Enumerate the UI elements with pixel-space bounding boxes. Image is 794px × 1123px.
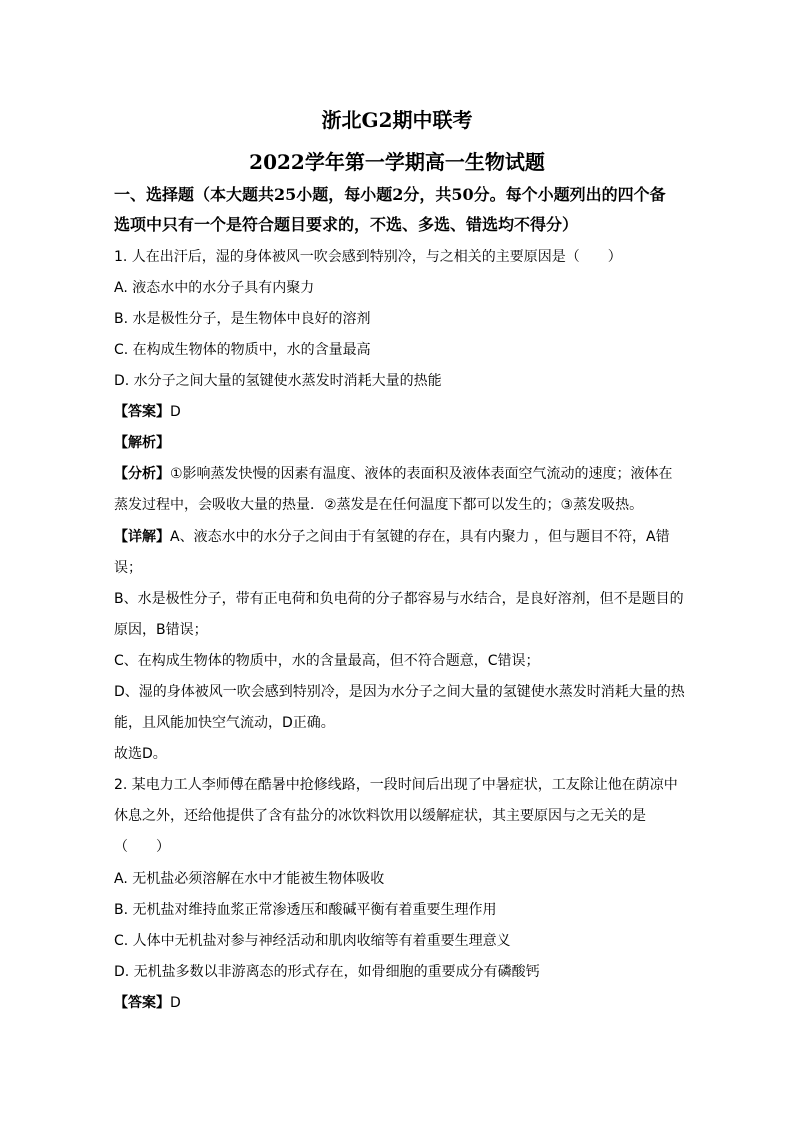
q2-option-d: D. 无机盐多数以非游离态的形式存在，如骨细胞的重要成分有磷酸钙 xyxy=(114,964,540,980)
detail-label: 【详解】 xyxy=(114,529,170,545)
detail-a-text: A、液态水中的水分子之间由于有氢键的存在，具有内聚力 ，但与题目不符，A错 xyxy=(170,529,670,545)
q2-option-c: C. 人体中无机盐对参与神经活动和肌肉收缩等有着重要生理意义 xyxy=(114,933,511,949)
q1-detail-a-line2: 误； xyxy=(114,560,142,576)
q1-fenxi-line1 xyxy=(114,464,694,484)
answer-label: 【答案】 xyxy=(114,995,170,1011)
q1-option-a: A. 液态水中的水分子具有内聚力 xyxy=(114,280,315,296)
fenxi-text: ①影响蒸发快慢的因素有温度、液体的表面积及液体表面空气流动的速度；液体在 xyxy=(170,466,673,482)
q1-detail-b-line1: B、水是极性分子，带有正电荷和负电荷的分子都容易与水结合，是良好溶剂，但不是题目的 xyxy=(114,591,684,607)
q2-answer xyxy=(114,993,694,1013)
answer-label: 【答案】 xyxy=(114,404,170,420)
fenxi-label: 【分析】 xyxy=(114,466,170,482)
q2-option-a: A. 无机盐必须溶解在水中才能被生物体吸收 xyxy=(114,871,385,887)
answer-value: D xyxy=(170,995,181,1011)
q1-stem: 1. 人在出汗后，湿的身体被风一吹会感到特别冷，与之相关的主要原因是（ ） xyxy=(114,249,622,265)
q1-answer xyxy=(114,402,694,422)
section-heading-line2: 选项中只有一个是符合题目要求的，不选、多选、错选均不得分） xyxy=(114,215,579,234)
q2-option-b: B. 无机盐对维持血浆正常渗透压和酸碱平衡有着重要生理作用 xyxy=(114,902,497,918)
q2-stem-line1: 2. 某电力工人李师傅在酷暑中抢修线路，一段时间后出现了中暑症状，工友除让他在荫凉中 xyxy=(114,777,678,793)
q1-detail-d-line1: D、湿的身体被风一吹会感到特别冷，是因为水分子之间大量的氢键使水蒸发时消耗大量的热 xyxy=(114,684,685,700)
q1-detail-a-line1 xyxy=(114,527,694,547)
q1-detail-c: C、在构成生物体的物质中，水的含量最高，但不符合题意，C错误； xyxy=(114,653,540,669)
q1-analysis-label xyxy=(114,433,694,453)
exam-header-title: 浙北G2期中联考 xyxy=(321,108,473,132)
exam-subject-title: 2022学年第一学期高一生物试题 xyxy=(249,150,545,174)
q1-conclusion: 故选D。 xyxy=(114,746,167,762)
q2-stem-line2: 休息之外，还给他提供了含有盐分的冰饮料饮用以缓解症状，其主要原因与之无关的是 xyxy=(114,808,646,824)
q2-stem-line3: （ ） xyxy=(114,839,170,855)
q1-option-b: B. 水是极性分子，是生物体中良好的溶剂 xyxy=(114,311,371,327)
answer-value: D xyxy=(170,404,181,420)
q1-detail-b-line2: 原因，B错误； xyxy=(114,622,208,638)
q1-detail-d-line2: 能，且风能加快空气流动，D正确。 xyxy=(114,715,335,731)
section-heading-line1: 一、选择题（本大题共25小题，每小题2分，共50分。每个小题列出的四个备 xyxy=(114,185,666,204)
q1-option-d: D. 水分子之间大量的氢键使水蒸发时消耗大量的热能 xyxy=(114,373,442,389)
analysis-label: 【解析】 xyxy=(114,435,170,451)
q1-fenxi-line2: 蒸发过程中，会吸收大量的热量．②蒸发是在任何温度下都可以发生的；③蒸发吸热。 xyxy=(114,497,644,513)
q1-option-c: C. 在构成生物体的物质中，水的含量最高 xyxy=(114,342,371,358)
